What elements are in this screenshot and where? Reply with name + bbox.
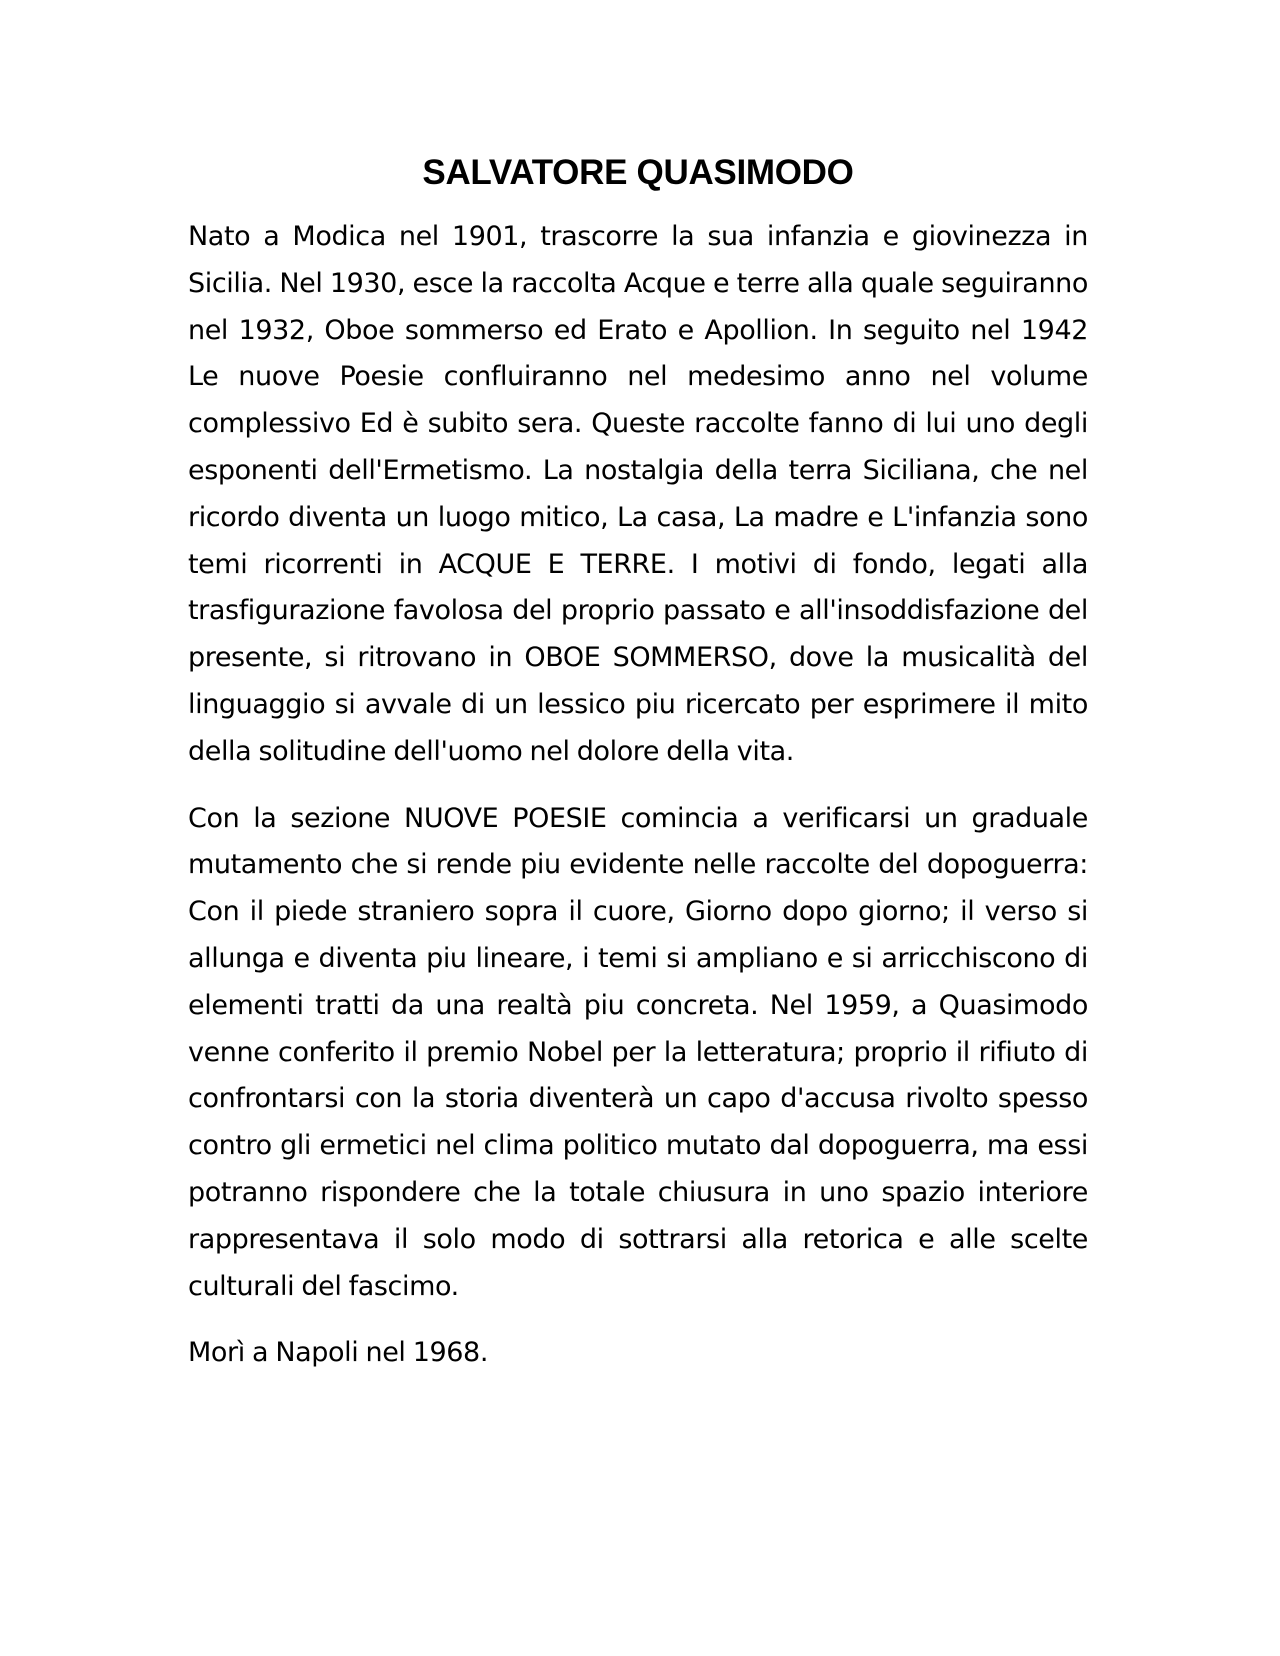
document-body [188,150,1088,1397]
document-title: SALVATORE QUASIMODO [422,153,854,192]
paragraph-later-works: Con la sezione NUOVE POESIE comincia a verificarsi un graduale mutamento che si rende piu evidente nelle raccolte del dopoguerra: Con il piede straniero sopra il cuore, Giorno dopo giorno; il verso si allunga e diventa piu lineare, i temi si ampliano e si arricchiscono di elementi tratti da una realtà piu concreta. Nel 1959, a Quasimodo venne conferito il premio Nobel per la letteratura; proprio il rifiuto di confrontarsi con la storia diventerà un capo d'accusa rivolto spesso contro gli ermetici nel clima politico mutato dal dopoguerra, ma essi potranno rispondere che la totale chiusura in uno spazio interiore rappresentava il solo modo di sottrarsi alla retorica e alle scelte culturali del fascimo. [188,802,1088,1302]
paragraph-death: Morì a Napoli nel 1968. [188,1337,489,1369]
paragraph-biography: Nato a Modica nel 1901, trascorre la sua infanzia e giovinezza in Sicilia. Nel 1930, esce la raccolta Acque e terre alla quale seguiranno nel 1932, Oboe sommerso ed Erato e Apollion. In seguito nel 1942 Le nuove Poesie confluiranno nel medesimo anno nel volume complessivo Ed è subito sera. Queste raccolte fanno di lui uno degli esponenti dell'Ermetismo. La nostalgia della terra Siciliana, che nel ricordo diventa un luogo mitico, La casa, La madre e L'infanzia sono temi ricorrenti in ACQUE E TERRE. I motivi di fondo, legati alla trasfigurazione favolosa del proprio passato e all'insoddisfazione del presente, si ritrovano in OBOE SOMMERSO, dove la musicalità del linguaggio si avvale di un lessico piu ricercato per esprimere il mito della solitudine dell'uomo nel dolore della vita. [188,221,1088,767]
